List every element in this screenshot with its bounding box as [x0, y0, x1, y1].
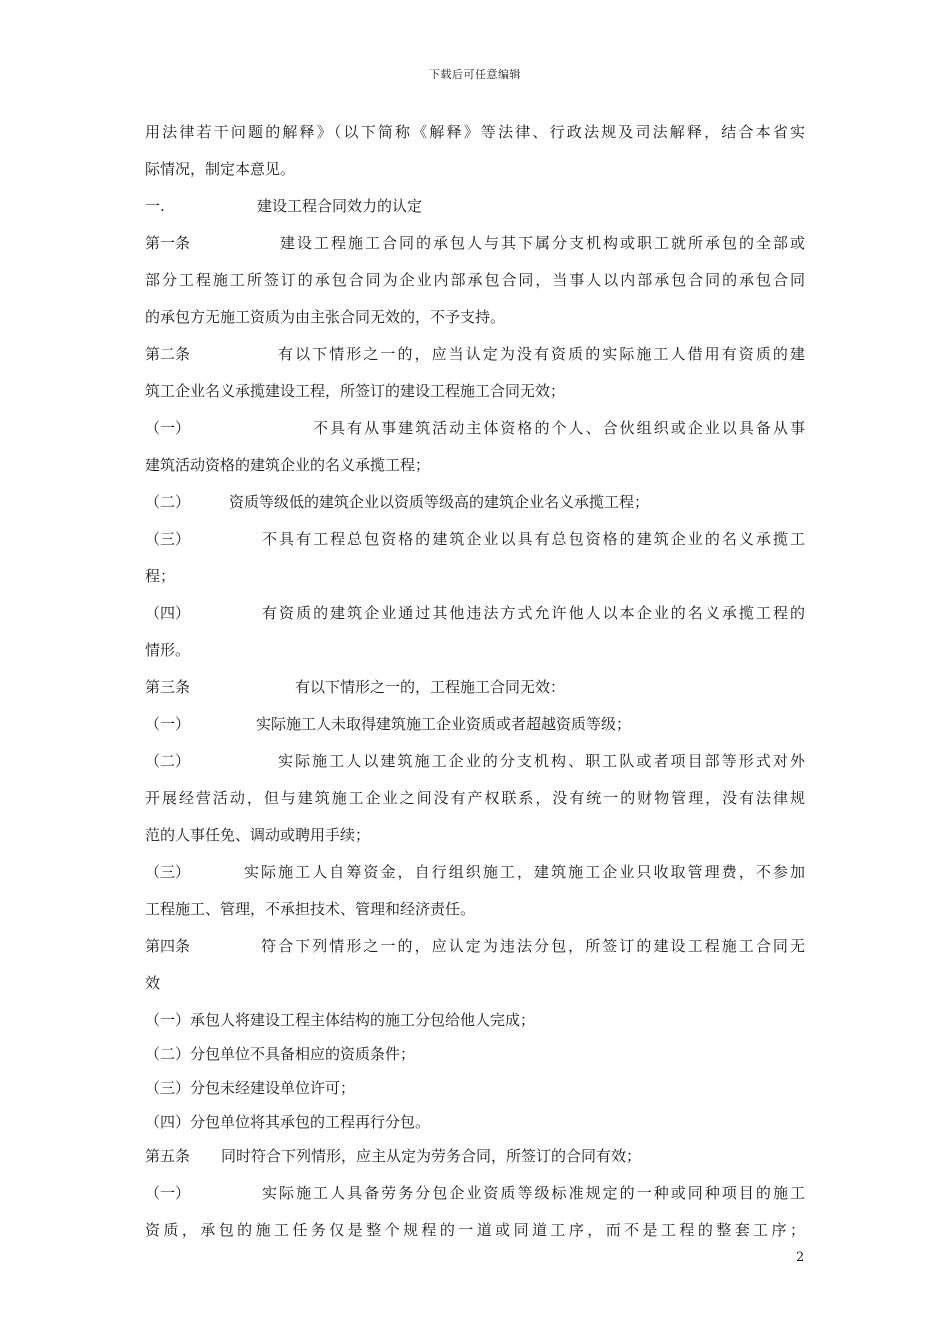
- item-line: [145, 494, 805, 531]
- item-text: 不具有工程总包资格的建筑企业以具有总包资格的建筑企业的名义承揽工: [262, 530, 805, 548]
- item-text: 资质等级低的建筑企业以资质等级高的建筑企业名义承揽工程；: [229, 493, 650, 511]
- list-item: （一）承包人将建设工程主体结构的施工分包给他人完成；: [145, 1011, 536, 1029]
- text-line: 效: [145, 974, 161, 992]
- section-heading: [145, 198, 805, 235]
- document-body: [145, 124, 805, 1259]
- article-label: 第三条: [145, 678, 191, 696]
- article-text: 有以下情形之一的，应当认定为没有资质的实际施工人借用有资质的建: [278, 345, 805, 363]
- item-line: [145, 1185, 805, 1222]
- article-text: 有以下情形之一的，工程施工合同无效：: [295, 678, 566, 696]
- item-label: （二）: [145, 493, 191, 511]
- page-number: 2: [796, 1250, 805, 1265]
- text-line: 工程施工、管理，不承担技术、管理和经济责任。: [145, 900, 476, 918]
- section-title: 建设工程合同效力的认定: [257, 197, 423, 215]
- article-label: 第五条: [145, 1147, 191, 1165]
- article-line: [145, 235, 805, 272]
- item-line: [145, 716, 805, 753]
- item-label: （一）: [145, 419, 191, 437]
- text-line: 范的人事任免、调动或聘用手续；: [145, 826, 371, 844]
- item-label: （三）: [145, 863, 191, 881]
- article-line: [145, 938, 805, 975]
- item-text: 有资质的建筑企业通过其他违法方式允许他人以本企业的名义承揽工程的: [262, 604, 805, 622]
- article-label: 第四条: [145, 937, 191, 955]
- section-number: 一.: [145, 197, 165, 215]
- article-text: 建设工程施工合同的承包人与其下属分支机构或职工就所承包的全部或: [280, 234, 805, 252]
- text-line: 开展经营活动，但与建筑施工企业之间没有产权联系，没有统一的财物管理，没有法律规: [145, 789, 805, 807]
- item-label: （一）: [145, 715, 191, 733]
- item-text: 实际施工人未取得建筑施工企业资质或者超越资质等级；: [256, 715, 632, 733]
- item-label: （一）: [145, 1184, 191, 1202]
- list-item: （二）分包单位不具备相应的资质条件；: [145, 1045, 416, 1063]
- text-line: 资质，承包的施工任务仅是整个规程的一道或同道工序，而不是工程的整套工序；: [145, 1221, 805, 1239]
- text-line: 用法律若干问题的解释》（以下简称《解释》等法律、行政法规及司法解释，结合本省实: [145, 123, 805, 141]
- item-line: [145, 605, 805, 642]
- text-line: 的承包方无施工资质为由主张合同无效的，不予支持。: [145, 308, 506, 326]
- page-header: 下载后可任意编辑: [429, 68, 521, 81]
- text-line: 际情况，制定本意见。: [145, 160, 296, 178]
- item-text: 实际施工人具备劳务分包企业资质等级标准规定的一种或同种项目的施工: [262, 1184, 805, 1202]
- item-text: 实际施工人自筹资金，自行组织施工，建筑施工企业只收取管理费，不参加: [244, 863, 805, 881]
- item-label: （二）: [145, 752, 191, 770]
- article-text: 符合下列情形之一的，应认定为违法分包，所签订的建设工程施工合同无: [261, 937, 805, 955]
- text-line: 情形。: [145, 641, 191, 659]
- article-line: [145, 346, 805, 383]
- list-item: （四）分包单位将其承包的工程再行分包。: [145, 1113, 431, 1131]
- list-item: （三）分包未经建设单位许可；: [145, 1079, 356, 1097]
- item-text: 实际施工人以建筑施工企业的分支机构、职工队或者项目部等形式对外: [278, 752, 805, 770]
- article-label: 第一条: [145, 234, 191, 252]
- text-line: 筑工企业名义承揽建设工程，所签订的建设工程施工合同无效；: [145, 382, 566, 400]
- article-line: [145, 1148, 805, 1185]
- item-text: 不具有从事建筑活动主体资格的个人、合伙组织或企业以具备从事: [313, 419, 805, 437]
- item-label: （四）: [145, 604, 191, 622]
- item-line: [145, 531, 805, 568]
- item-line: [145, 420, 805, 457]
- item-line: [145, 753, 805, 790]
- text-line: 建筑活动资格的建筑企业的名义承揽工程；: [145, 456, 431, 474]
- item-line: [145, 864, 805, 901]
- article-line: [145, 679, 805, 716]
- article-text: 同时符合下列情形，应主从定为劳务合同，所签订的合同有效；: [221, 1147, 642, 1165]
- text-line: 程；: [145, 567, 176, 585]
- article-label: 第二条: [145, 345, 191, 363]
- item-label: （三）: [145, 530, 191, 548]
- text-line: 部分工程施工所签订的承包合同为企业内部承包合同，当事人以内部承包合同的承包合同: [145, 271, 805, 289]
